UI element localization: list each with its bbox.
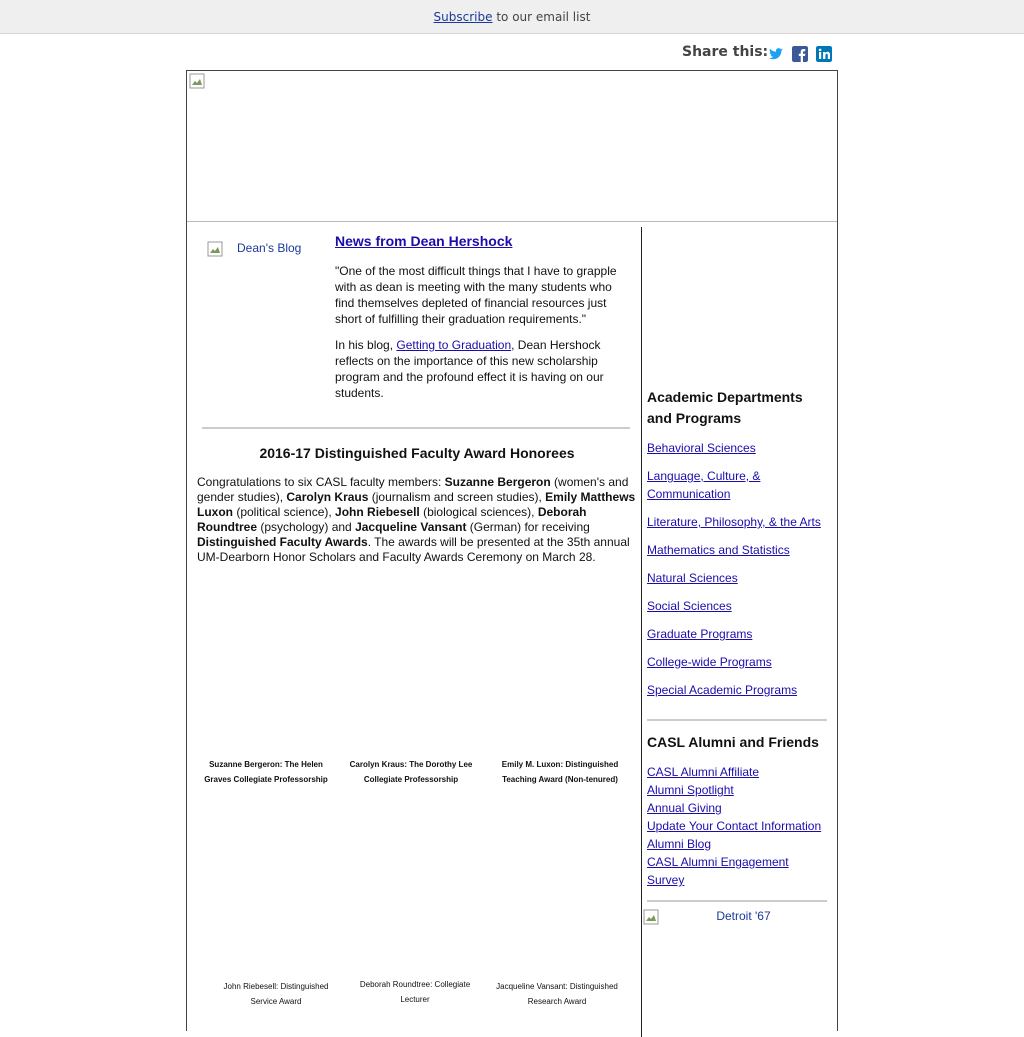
dean-blog-text xyxy=(335,337,625,401)
engagement-survey-link[interactable]: CASL Alumni Engagement Survey xyxy=(647,855,789,887)
dept-literature-philosophy[interactable]: Literature, Philosophy, & the Arts xyxy=(647,515,821,529)
share-label: Share this: xyxy=(682,44,769,60)
detroit-67-image[interactable] xyxy=(643,909,828,925)
dept-math-stats[interactable]: Mathematics and Statistics xyxy=(647,543,790,557)
deans-blog-image[interactable] xyxy=(207,241,317,257)
caption-roundtree: Deborah Roundtree: Collegiate Lecturer xyxy=(359,980,471,1004)
text: (biological sciences), xyxy=(419,505,538,519)
alumni-spotlight-link[interactable]: Alumni Spotlight xyxy=(647,783,734,797)
text: (journalism and screen studies), xyxy=(368,490,546,504)
share-bar xyxy=(682,44,768,64)
deans-blog-alt: Dean's Blog xyxy=(237,241,302,256)
blog-prefix: In his blog, xyxy=(335,338,394,352)
honoree-name: Carolyn Kraus xyxy=(286,490,369,504)
broken-image-icon xyxy=(207,241,223,257)
header-banner xyxy=(187,71,837,222)
sidebar-divider xyxy=(647,719,827,721)
caption-luxon: Emily M. Luxon: Distinguished Teaching Award (Non-tenured) xyxy=(501,760,619,784)
annual-giving-link[interactable]: Annual Giving xyxy=(647,801,722,815)
twitter-icon[interactable] xyxy=(768,46,784,62)
dept-college-wide[interactable]: College-wide Programs xyxy=(647,655,772,669)
email-subscribe-bar xyxy=(0,0,1024,34)
newsletter-frame xyxy=(186,70,838,1031)
text: (women's and gender studies), xyxy=(197,475,629,504)
subscribe-text: to our email list xyxy=(496,10,591,24)
honoree-name: Deborah Roundtree xyxy=(197,505,587,534)
sidebar-divider xyxy=(647,900,827,902)
dept-social-sciences[interactable]: Social Sciences xyxy=(647,599,732,613)
text: (German) for receiving xyxy=(466,520,590,534)
dept-natural-sciences[interactable]: Natural Sciences xyxy=(647,571,738,585)
honoree-name: Emily Matthews Luxon xyxy=(197,490,636,519)
update-contact-link[interactable]: Update Your Contact Information xyxy=(647,819,822,833)
text: (psychology) and xyxy=(257,520,356,534)
caption-kraus: Carolyn Kraus: The Dorothy Lee Collegiate Professorship xyxy=(349,760,473,784)
departments-heading: Academic Departments and Programs xyxy=(647,389,803,426)
dean-news-title[interactable]: News from Dean Hershock xyxy=(335,233,513,249)
awards-title: 2016-17 Distinguished Faculty Award Honorees xyxy=(259,445,575,461)
linkedin-icon[interactable] xyxy=(816,46,832,62)
text: (political science), xyxy=(233,505,336,519)
dean-quote: "One of the most difficult things that I have to grapple with as dean is meeting with the many students who find themselves depleted of financial resources just short of fulfilling their graduation requirements." xyxy=(335,264,617,326)
caption-bergeron: Suzanne Bergeron: The Helen Graves Collegiate Professorship xyxy=(204,760,328,784)
subscribe-link[interactable]: Subscribe xyxy=(433,10,493,24)
text: Congratulations to six CASL faculty members: xyxy=(197,475,445,489)
dept-graduate-programs[interactable]: Graduate Programs xyxy=(647,627,753,641)
dept-language-culture[interactable]: Language, Culture, & Communication xyxy=(647,469,761,501)
detroit-alt: Detroit '67 xyxy=(716,909,771,923)
honoree-name: Suzanne Bergeron xyxy=(444,475,551,489)
getting-to-graduation-link[interactable]: Getting to Graduation xyxy=(396,338,512,352)
broken-image-icon xyxy=(643,909,659,925)
award-name: Distinguished Faculty Awards xyxy=(197,535,368,549)
column-divider xyxy=(641,227,642,1037)
dept-special-programs[interactable]: Special Academic Programs xyxy=(647,683,798,697)
text: . The awards will be presented at the 35th annual UM-Dearborn Honor Scholars and Faculty Awards Ceremony on March 28. xyxy=(197,535,630,564)
section-divider xyxy=(202,427,630,429)
alumni-heading: CASL Alumni and Friends xyxy=(647,734,819,750)
blog-suffix: , Dean Hershock reflects on the importance of this new scholarship program and the profound effect it is having on our students. xyxy=(335,338,604,400)
awards-paragraph xyxy=(197,475,637,565)
share-icons xyxy=(768,46,838,64)
broken-image-icon xyxy=(189,73,205,89)
caption-riebesell: John Riebesell: Distinguished Service Award xyxy=(223,982,329,1006)
alumni-blog-link[interactable]: Alumni Blog xyxy=(647,837,712,851)
honoree-name: John Riebesell xyxy=(335,505,420,519)
dept-behavioral-sciences[interactable]: Behavioral Sciences xyxy=(647,441,756,455)
caption-vansant: Jacqueline Vansant: Distinguished Research Award xyxy=(496,982,618,1006)
alumni-affiliate-link[interactable]: CASL Alumni Affiliate xyxy=(647,765,760,779)
facebook-icon[interactable] xyxy=(792,46,808,62)
honoree-name: Jacqueline Vansant xyxy=(355,520,467,534)
